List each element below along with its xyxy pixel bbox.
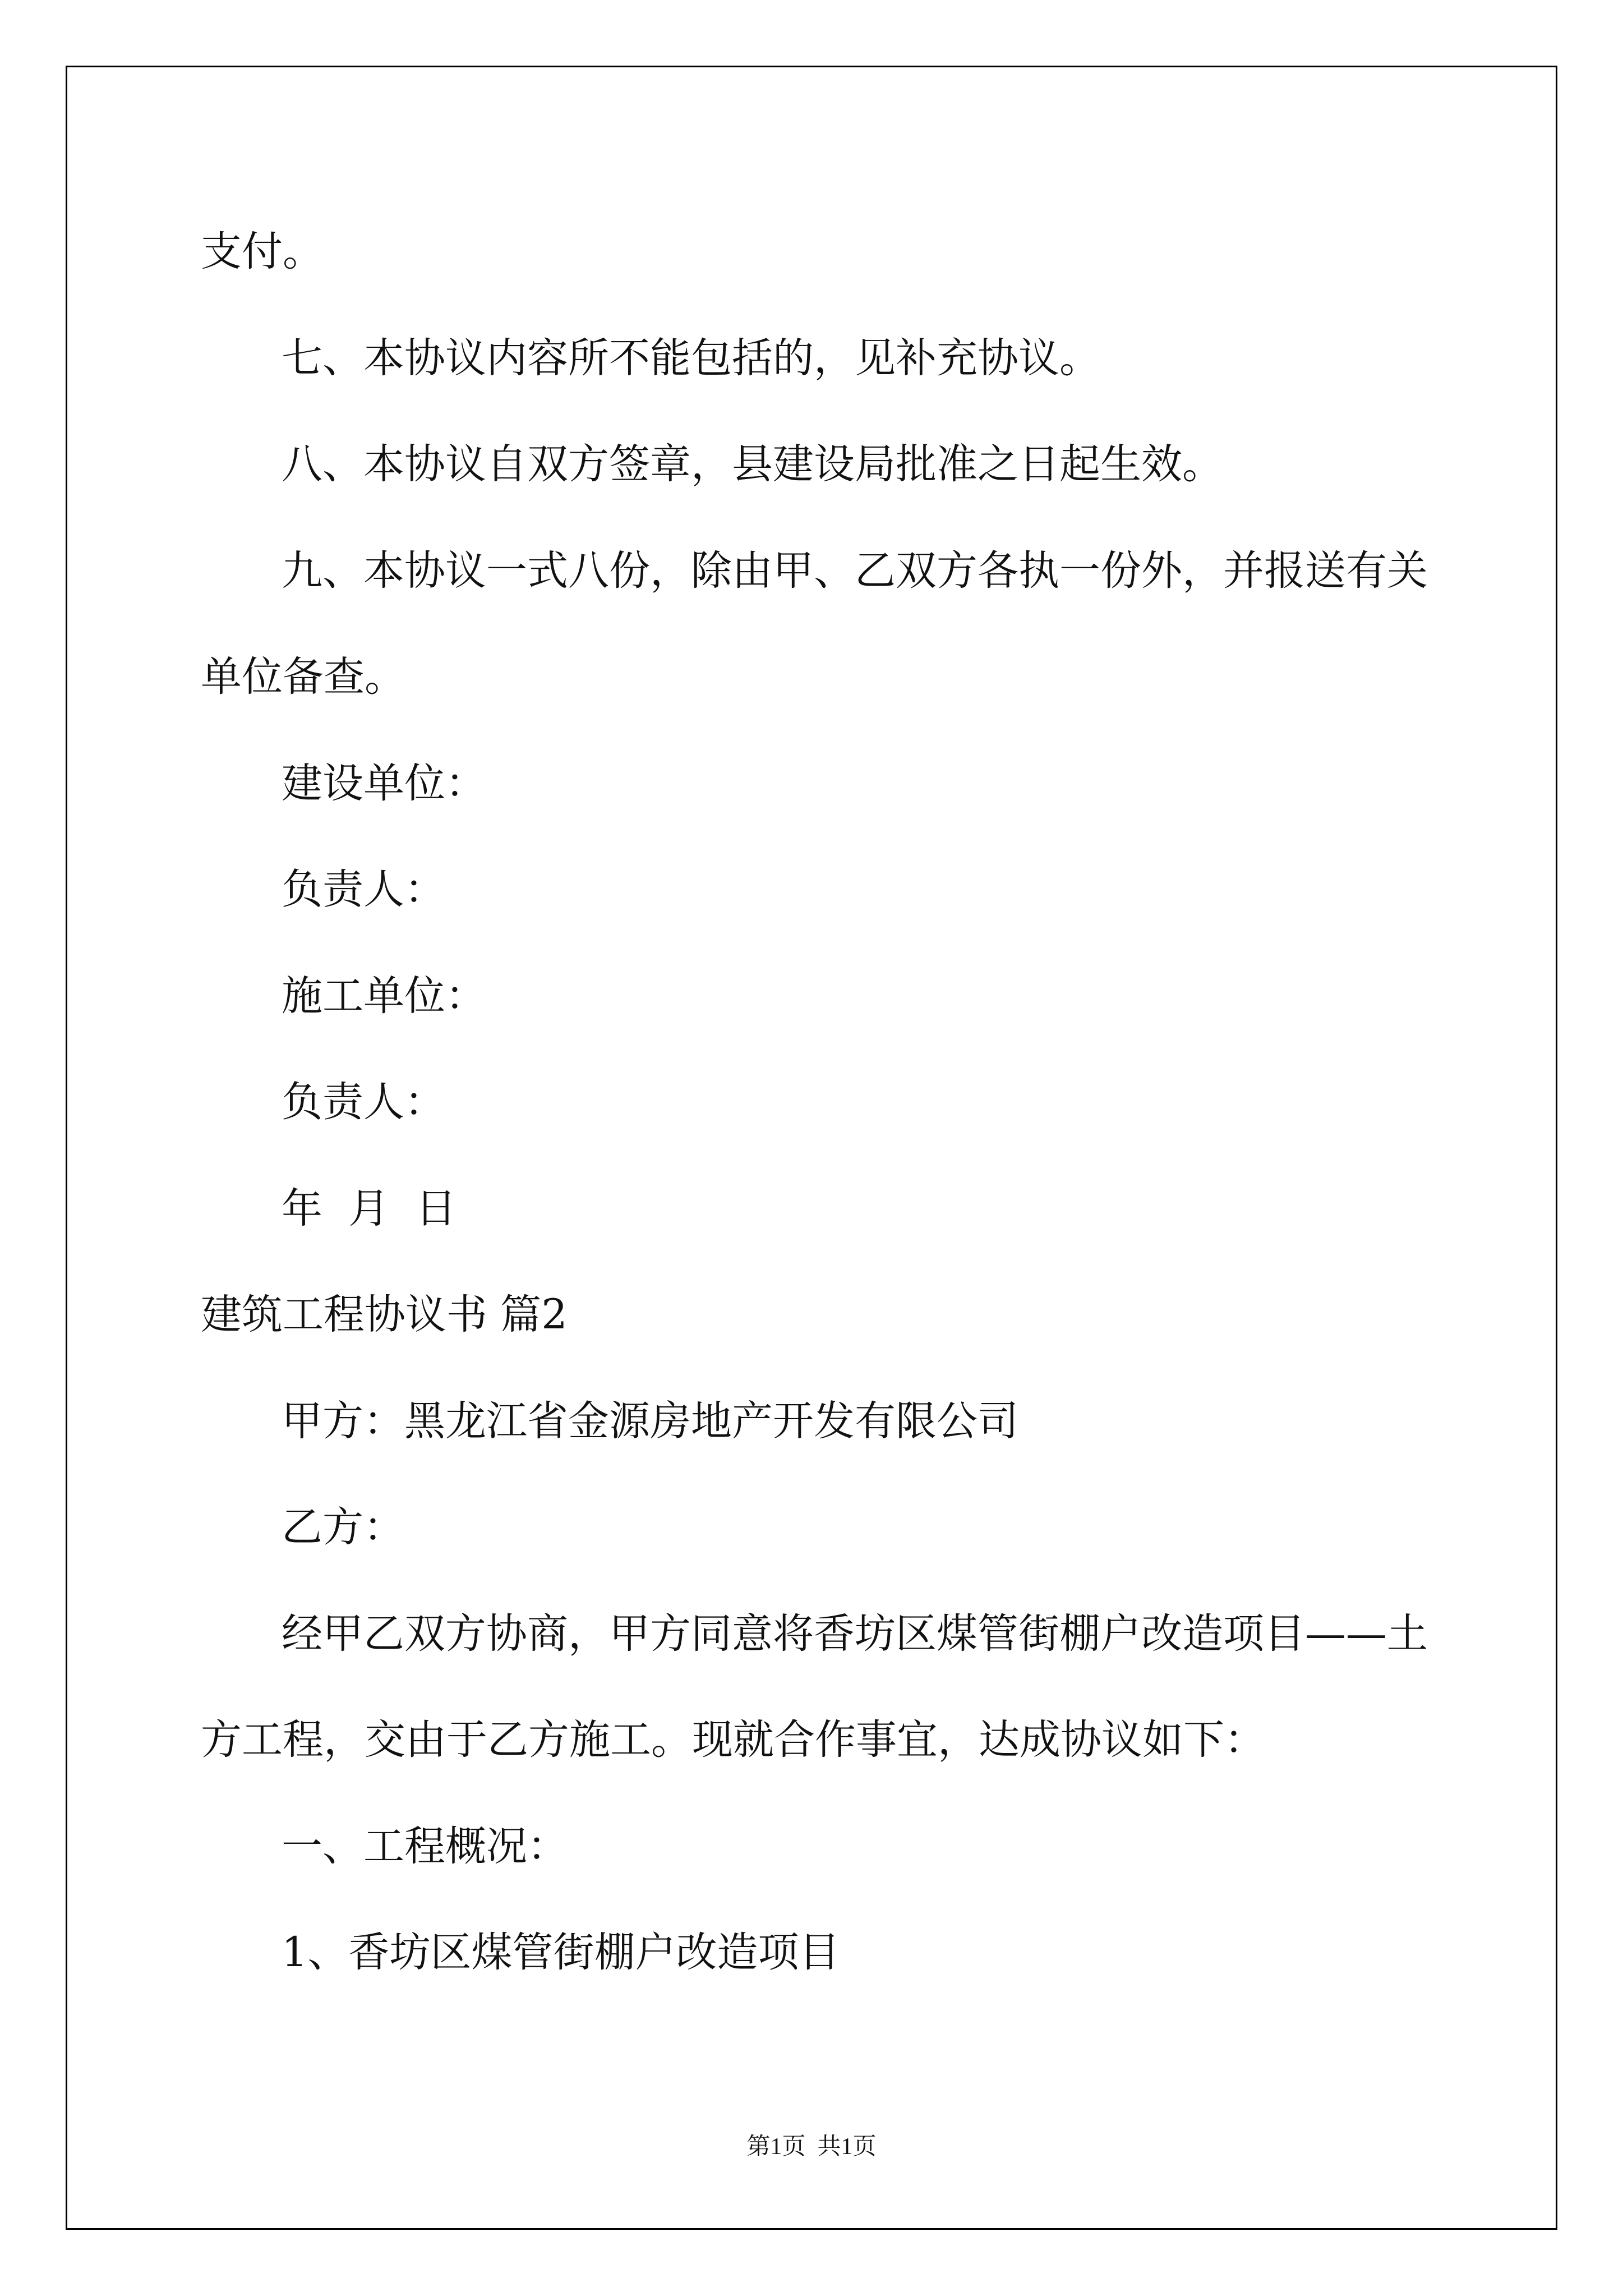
document-body bbox=[201, 199, 1435, 2006]
clause-seven: 七、本协议内容所不能包括的，见补充协议。 bbox=[282, 334, 1100, 382]
party-b: 乙方： bbox=[282, 1503, 404, 1551]
text-line: 支付。 bbox=[201, 228, 324, 275]
preamble-text: 经甲乙双方协商，甲方同意将香坊区煤管街棚户改造项目——土 bbox=[282, 1609, 1428, 1658]
section-heading: 建筑工程协议书 篇2 bbox=[201, 1291, 568, 1338]
party-a: 甲方：黑龙江省金源房地产开发有限公司 bbox=[282, 1397, 1018, 1445]
signature-date: 年 月 日 bbox=[282, 1184, 457, 1232]
signature-contractor-unit: 施工单位： bbox=[282, 972, 486, 1020]
signature-builder-person: 负责人： bbox=[282, 866, 445, 913]
preamble-text: 方工程，交由于乙方施工。现就合作事宜，达成协议如下： bbox=[201, 1716, 1265, 1764]
signature-contractor-person: 负责人： bbox=[282, 1078, 445, 1126]
text-line: 单位备查。 bbox=[201, 653, 405, 701]
page-number: 第1页 共1页 bbox=[746, 2134, 877, 2160]
section-title: 一、工程概况： bbox=[282, 1822, 568, 1870]
signature-builder-unit: 建设单位： bbox=[282, 759, 486, 807]
clause-eight: 八、本协议自双方签章，县建设局批准之日起生效。 bbox=[282, 440, 1223, 488]
list-item: 1、香坊区煤管街棚户改造项目 bbox=[282, 1929, 840, 1976]
clause-nine: 九、本协议一式八份，除由甲、乙双方各执一份外，并报送有关 bbox=[282, 546, 1428, 595]
